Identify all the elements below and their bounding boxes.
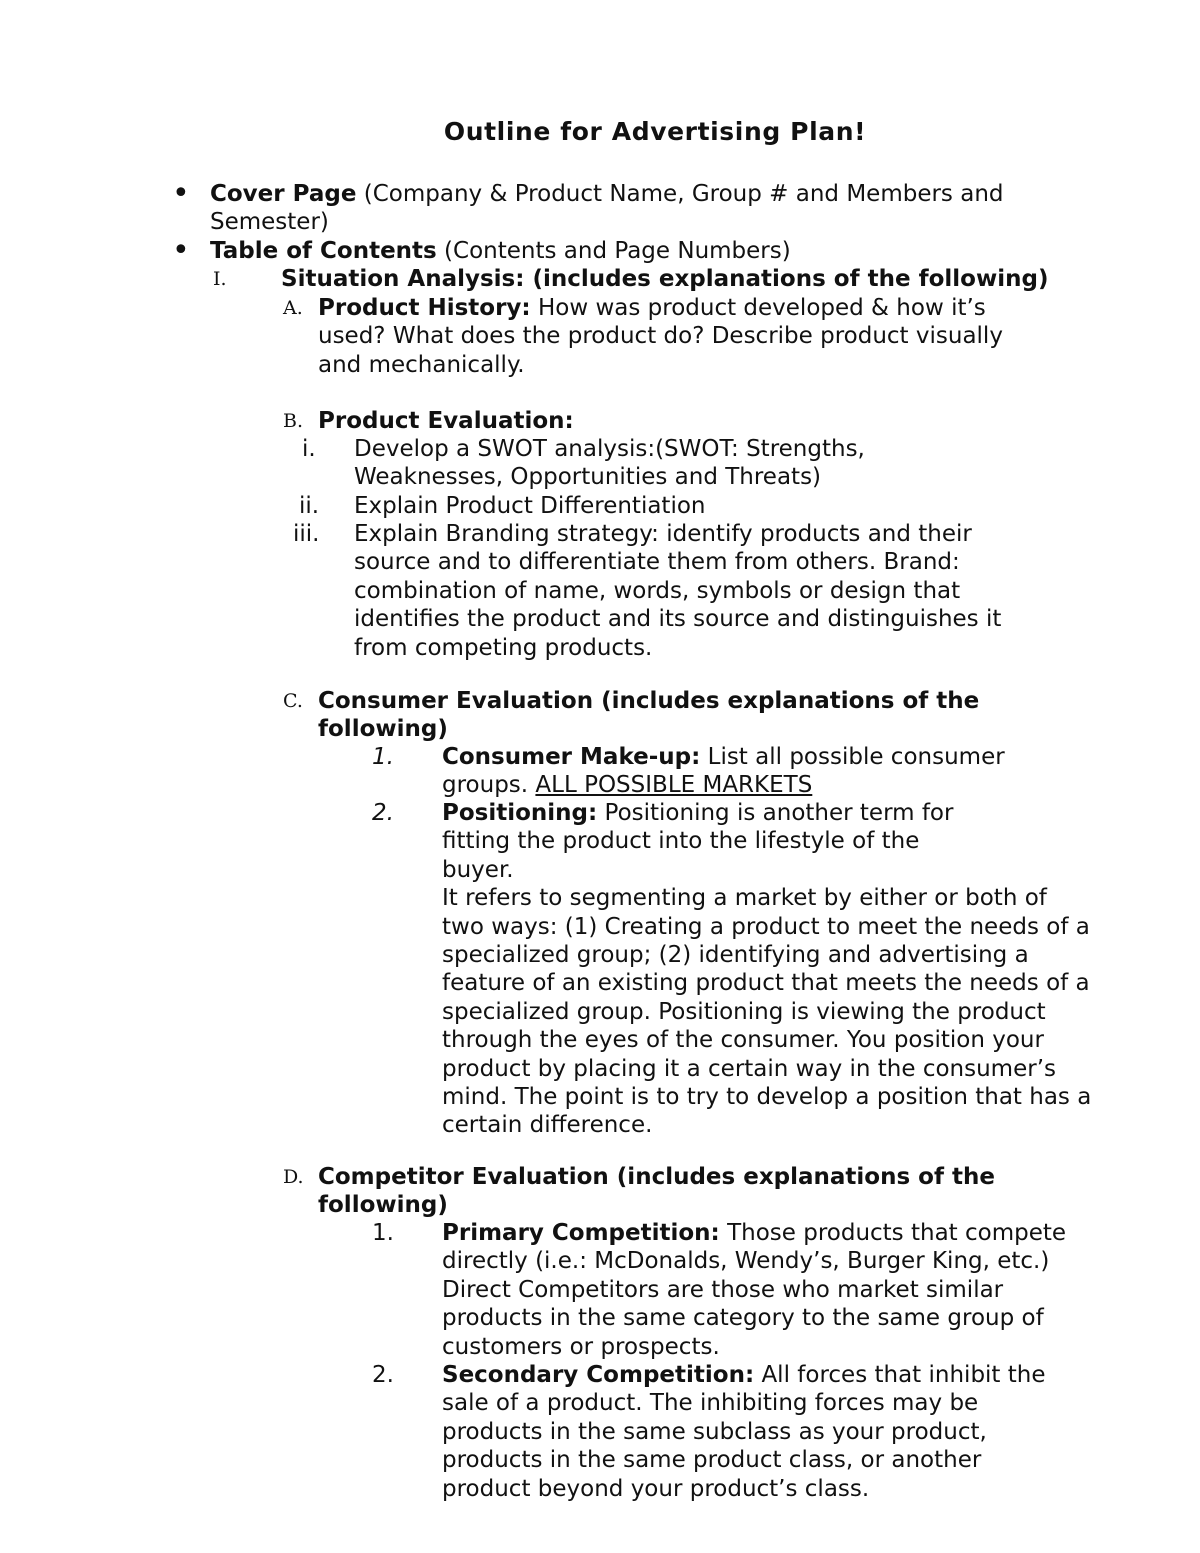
item-text: All forces that inhibit the sale of a product. The inhibiting forces may be products in the same subclass as your product, products in the same product class, or another product beyond your product’s class. [442, 1362, 1046, 1502]
bullet-marker: • [172, 233, 190, 268]
list-item-positioning [372, 799, 1092, 1140]
list-item-primary-competition [372, 1219, 1074, 1361]
subsection-product-history [283, 294, 1038, 379]
subsection-consumer-evaluation [283, 687, 1038, 744]
item-text: (Contents and Page Numbers) [436, 238, 791, 264]
item-label: Table of Contents [210, 238, 437, 264]
list-item [293, 520, 1024, 662]
roman-marker: iii. [293, 521, 320, 547]
roman-marker: i. [302, 436, 316, 462]
item-label: Positioning: [442, 800, 598, 826]
item-paragraph: It refers to segmenting a market by either or both of two ways: (1) Creating a product to meet the needs of a specialized group; (2) identifying and advertising a feature of an existing product that meets the needs of a specialized group. Positioning is viewing the product through the eyes of the consumer. You position your product by placing it a certain way in the consumer’s mind. The point is to try to develop a position that has a certain difference. [442, 885, 1092, 1139]
item-text: Explain Product Differentiation [354, 493, 706, 519]
item-label: Consumer Make-up: [442, 744, 701, 770]
roman-marker: ii. [299, 493, 320, 519]
number-marker: 1. [372, 1220, 394, 1246]
section-heading: Situation Analysis: (includes explanations of the following) [281, 266, 1049, 292]
page-title: Outline for Advertising Plan! [443, 117, 867, 146]
subsection-marker: B. [283, 410, 304, 432]
number-marker: 2. [372, 1362, 394, 1388]
item-text: Those products that compete directly (i.e.: McDonalds, Wendy’s, Burger King, etc.) Direct Competitors are those who market similar products in the same category to the same group of customers or prospects. [442, 1220, 1067, 1360]
item-text: buyer. [442, 856, 514, 883]
item-label: Primary Competition: [442, 1220, 720, 1246]
number-marker: 1. [372, 744, 394, 770]
subsection-marker: C. [283, 690, 303, 712]
list-item-cover-page [172, 176, 1050, 237]
number-marker: 2. [372, 800, 394, 826]
subsection-heading: Product History: [318, 295, 531, 321]
item-label: Secondary Competition: [442, 1362, 755, 1388]
subsection-marker: D. [283, 1166, 304, 1188]
section-marker: I. [213, 268, 227, 290]
subsection-product-evaluation [283, 407, 1038, 435]
subsection-heading: Competitor Evaluation (includes explanations of the following) [318, 1164, 995, 1219]
list-item-consumer-make-up [372, 743, 1042, 800]
list-item [302, 435, 934, 492]
list-item [299, 492, 1054, 520]
subsection-heading: Product Evaluation: [318, 408, 574, 434]
underlined-text: ALL POSSIBLE MARKETS [535, 772, 813, 799]
item-text: List all possible consumer groups. [442, 744, 1005, 799]
subsection-competitor-evaluation [283, 1163, 1038, 1220]
item-text: (Company & Product Name, Group # and Members and Semester) [210, 181, 1004, 236]
item-label: Cover Page [210, 181, 357, 207]
item-text: fitting the product into the lifestyle of the [442, 828, 920, 855]
list-item-secondary-competition [372, 1361, 1067, 1503]
item-text: Develop a SWOT analysis:(SWOT: Strengths, Weaknesses, Opportunities and Threats) [354, 436, 865, 491]
item-text: Positioning is another term for [597, 800, 954, 826]
item-text: Explain Branding strategy: identify products and their source and to differentiate them from others. Brand: combination of name, words, symbols or design that identifies the product and its source and distinguishes it from competing products. [354, 521, 1002, 661]
bullet-marker: • [172, 176, 190, 211]
section-situation-analysis [213, 265, 1181, 293]
subsection-heading: Consumer Evaluation (includes explanations of the following) [318, 688, 980, 743]
subsection-text: How was product developed & how it’s used? What does the product do? Describe product visually and mechanically. [318, 295, 1003, 378]
subsection-marker: A. [283, 297, 303, 319]
list-item-table-of-contents [172, 233, 1070, 268]
